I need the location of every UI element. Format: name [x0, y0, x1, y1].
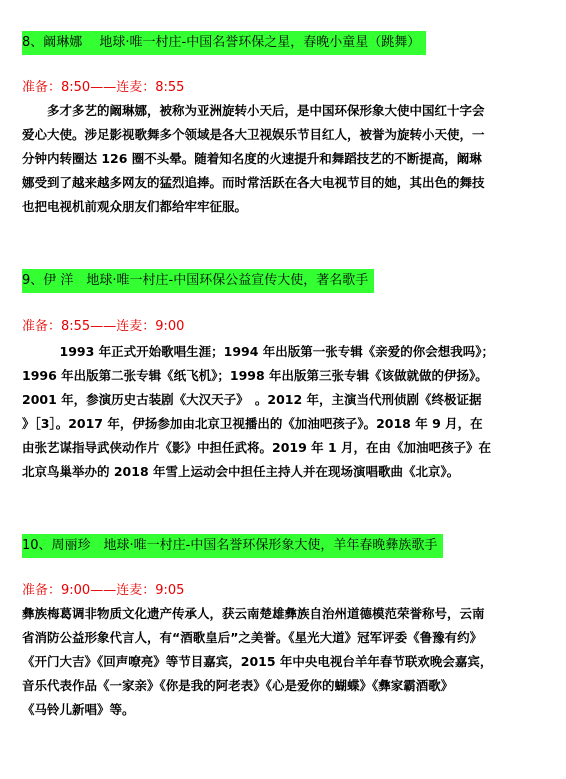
text-line: 省消防公益形象代言人，有“酒歌皇后”之美誉。《星光大道》冠军评委《鲁豫有约》	[22, 630, 483, 645]
entry-timing-10: 准备：9:00——连麦：9:05	[22, 583, 185, 598]
entry-body-9	[22, 340, 550, 484]
text-line: 《马铃儿新唱》等。	[22, 702, 135, 717]
text-line: 1993 年正式开始歌唱生涯；1994 年出版第一张专辑《亲爱的你会想我吗》；	[22, 344, 495, 359]
text-line: 爱心大使。涉足影视歌舞多个领域是各大卫视娱乐节目红人，被誉为旋转小天使，一	[22, 127, 485, 142]
text-line: 北京鸟巢举办的 2018 年雪上运动会中担任主持人并在现场演唱歌曲《北京》。	[22, 464, 460, 479]
entry-body-10	[22, 602, 550, 722]
text-line: 《开门大吉》《回声嘹亮》等节目嘉宾，2015 年中央电视台羊年春节联欢晚会嘉宾，	[22, 654, 493, 669]
text-line: 分钟内转圈达 126 圈不头晕。随着知名度的火速提升和舞蹈技艺的不断提高，阚琳	[22, 151, 482, 166]
entry-header-8: 8、阚琳娜 地球·唯一村庄-中国名誉环保之星，春晚小童星（跳舞）	[22, 31, 426, 55]
text-line: 彝族梅葛调非物质文化遗产传承人，获云南楚雄彝族自治州道德模范荣誉称号，云南	[22, 606, 485, 621]
entry-timing-8: 准备：8:50——连麦：8:55	[22, 80, 185, 95]
text-line: 音乐代表作品《一家亲》《你是我的阿老表》《心是爱你的蝴蝶》《彝家霸酒歌》	[22, 678, 454, 693]
text-line: 由张艺谋指导武侠动作片《影》中担任武将。2019 年 1 月，在由《加油吧孩子》在	[22, 440, 492, 455]
entry-header-9: 9、伊 洋 地球·唯一村庄-中国环保公益宣传大使，著名歌手	[22, 269, 374, 293]
text-line: 多才多艺的阚琳娜，被称为亚洲旋转小天后，是中国环保形象大使中国红十字会	[22, 103, 485, 118]
entry-body-8	[22, 99, 550, 219]
entry-header-10: 10、周丽珍 地球·唯一村庄-中国名誉环保形象大使，羊年春晚彝族歌手	[22, 534, 443, 558]
text-line: 1996 年出版第二张专辑《纸飞机》；1998 年出版第三张专辑《该做就做的伊扬》。	[22, 368, 488, 383]
entry-timing-9: 准备：8:55——连麦：9:00	[22, 319, 185, 334]
text-line: 也把电视机前观众朋友们都给牢牢征服。	[22, 199, 248, 214]
text-line: 2001 年，参演历史古装剧《大汉天子》 。2012 年，主演当代刑侦剧《终极证据	[22, 392, 482, 407]
text-line: 》［3］。2017 年，伊扬参加由北京卫视播出的《加油吧孩子》。2018 年 9 月，在	[22, 416, 483, 431]
text-line: 娜受到了越来越多网友的猛烈追捧。而时常活跃在各大电视节目的她，其出色的舞技	[22, 175, 485, 190]
